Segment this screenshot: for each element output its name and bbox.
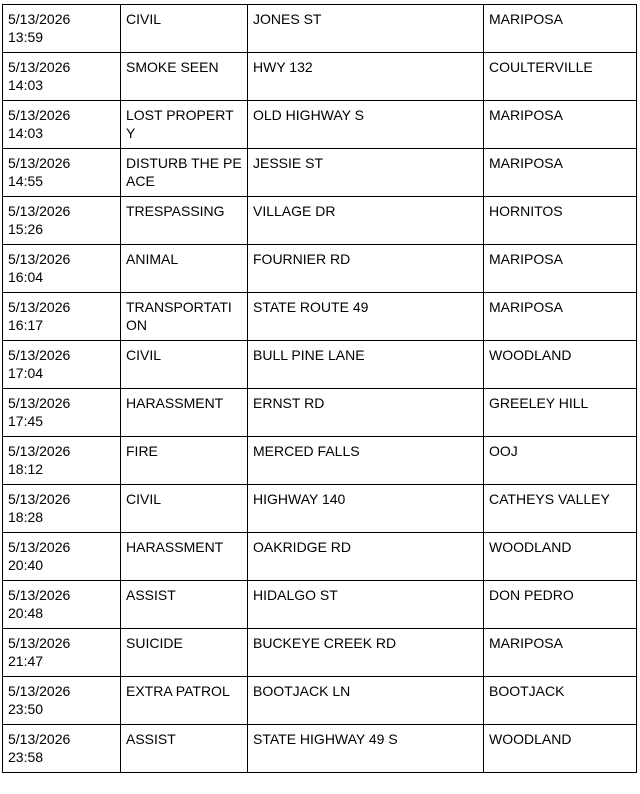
- call-log-body: [3, 5, 637, 773]
- table-row: [3, 293, 637, 341]
- time-text: 20:40: [8, 557, 44, 573]
- city-cell: MARIPOSA: [484, 629, 637, 677]
- city-cell: COULTERVILLE: [484, 53, 637, 101]
- city-cell: DON PEDRO: [484, 581, 637, 629]
- location-cell: ERNST RD: [248, 389, 484, 437]
- city-cell: MARIPOSA: [484, 245, 637, 293]
- datetime-cell: [3, 485, 121, 533]
- datetime-cell: [3, 389, 121, 437]
- city-cell: GREELEY HILL: [484, 389, 637, 437]
- call-type-cell: SUICIDE: [121, 629, 248, 677]
- table-row: [3, 389, 637, 437]
- table-row: [3, 341, 637, 389]
- time-text: 16:17: [8, 317, 44, 333]
- table-row: [3, 437, 637, 485]
- table-row: [3, 629, 637, 677]
- call-type-cell: ASSIST: [121, 725, 248, 773]
- date-text: 5/13/2026: [8, 683, 71, 699]
- table-row: [3, 245, 637, 293]
- location-cell: BULL PINE LANE: [248, 341, 484, 389]
- call-type-cell: SMOKE SEEN: [121, 53, 248, 101]
- datetime-cell: [3, 53, 121, 101]
- time-text: 18:28: [8, 509, 44, 525]
- date-text: 5/13/2026: [8, 395, 71, 411]
- location-cell: STATE HIGHWAY 49 S: [248, 725, 484, 773]
- city-cell: WOODLAND: [484, 533, 637, 581]
- date-text: 5/13/2026: [8, 587, 71, 603]
- date-text: 5/13/2026: [8, 635, 71, 651]
- city-cell: MARIPOSA: [484, 101, 637, 149]
- city-cell: WOODLAND: [484, 725, 637, 773]
- time-text: 13:59: [8, 29, 44, 45]
- datetime-cell: [3, 725, 121, 773]
- call-type-cell: DISTURB THE PEACE: [121, 149, 248, 197]
- table-row: [3, 581, 637, 629]
- time-text: 17:45: [8, 413, 44, 429]
- location-cell: JESSIE ST: [248, 149, 484, 197]
- call-log-table: [2, 4, 637, 773]
- datetime-cell: [3, 629, 121, 677]
- call-type-cell: CIVIL: [121, 341, 248, 389]
- location-cell: OLD HIGHWAY S: [248, 101, 484, 149]
- city-cell: HORNITOS: [484, 197, 637, 245]
- time-text: 14:03: [8, 125, 44, 141]
- datetime-cell: [3, 677, 121, 725]
- call-type-cell: ASSIST: [121, 581, 248, 629]
- city-cell: BOOTJACK: [484, 677, 637, 725]
- time-text: 21:47: [8, 653, 44, 669]
- location-cell: STATE ROUTE 49: [248, 293, 484, 341]
- location-cell: FOURNIER RD: [248, 245, 484, 293]
- location-cell: HIDALGO ST: [248, 581, 484, 629]
- city-cell: MARIPOSA: [484, 149, 637, 197]
- location-cell: BOOTJACK LN: [248, 677, 484, 725]
- call-type-cell: HARASSMENT: [121, 533, 248, 581]
- time-text: 18:12: [8, 461, 44, 477]
- date-text: 5/13/2026: [8, 107, 71, 123]
- call-type-cell: LOST PROPERTY: [121, 101, 248, 149]
- city-cell: WOODLAND: [484, 341, 637, 389]
- date-text: 5/13/2026: [8, 251, 71, 267]
- time-text: 14:03: [8, 77, 44, 93]
- time-text: 23:58: [8, 749, 44, 765]
- city-cell: OOJ: [484, 437, 637, 485]
- date-text: 5/13/2026: [8, 443, 71, 459]
- city-cell: MARIPOSA: [484, 5, 637, 53]
- table-row: [3, 533, 637, 581]
- date-text: 5/13/2026: [8, 59, 71, 75]
- date-text: 5/13/2026: [8, 731, 71, 747]
- date-text: 5/13/2026: [8, 491, 71, 507]
- location-cell: OAKRIDGE RD: [248, 533, 484, 581]
- time-text: 15:26: [8, 221, 44, 237]
- city-cell: CATHEYS VALLEY: [484, 485, 637, 533]
- location-cell: VILLAGE DR: [248, 197, 484, 245]
- datetime-cell: [3, 101, 121, 149]
- table-row: [3, 53, 637, 101]
- location-cell: HWY 132: [248, 53, 484, 101]
- call-type-cell: CIVIL: [121, 485, 248, 533]
- table-row: [3, 677, 637, 725]
- date-text: 5/13/2026: [8, 203, 71, 219]
- time-text: 14:55: [8, 173, 44, 189]
- date-text: 5/13/2026: [8, 155, 71, 171]
- location-cell: MERCED FALLS: [248, 437, 484, 485]
- time-text: 20:48: [8, 605, 44, 621]
- datetime-cell: [3, 245, 121, 293]
- table-row: [3, 197, 637, 245]
- time-text: 17:04: [8, 365, 44, 381]
- call-type-cell: TRANSPORTATION: [121, 293, 248, 341]
- datetime-cell: [3, 533, 121, 581]
- location-cell: JONES ST: [248, 5, 484, 53]
- date-text: 5/13/2026: [8, 539, 71, 555]
- call-type-cell: FIRE: [121, 437, 248, 485]
- city-cell: MARIPOSA: [484, 293, 637, 341]
- table-row: [3, 725, 637, 773]
- date-text: 5/13/2026: [8, 347, 71, 363]
- table-row: [3, 101, 637, 149]
- call-type-cell: ANIMAL: [121, 245, 248, 293]
- datetime-cell: [3, 437, 121, 485]
- datetime-cell: [3, 149, 121, 197]
- datetime-cell: [3, 197, 121, 245]
- date-text: 5/13/2026: [8, 299, 71, 315]
- date-text: 5/13/2026: [8, 11, 71, 27]
- datetime-cell: [3, 5, 121, 53]
- call-type-cell: EXTRA PATROL: [121, 677, 248, 725]
- datetime-cell: [3, 293, 121, 341]
- datetime-cell: [3, 341, 121, 389]
- location-cell: BUCKEYE CREEK RD: [248, 629, 484, 677]
- datetime-cell: [3, 581, 121, 629]
- call-type-cell: TRESPASSING: [121, 197, 248, 245]
- call-type-cell: CIVIL: [121, 5, 248, 53]
- location-cell: HIGHWAY 140: [248, 485, 484, 533]
- call-type-cell: HARASSMENT: [121, 389, 248, 437]
- time-text: 23:50: [8, 701, 44, 717]
- table-row: [3, 485, 637, 533]
- time-text: 16:04: [8, 269, 44, 285]
- table-row: [3, 5, 637, 53]
- table-row: [3, 149, 637, 197]
